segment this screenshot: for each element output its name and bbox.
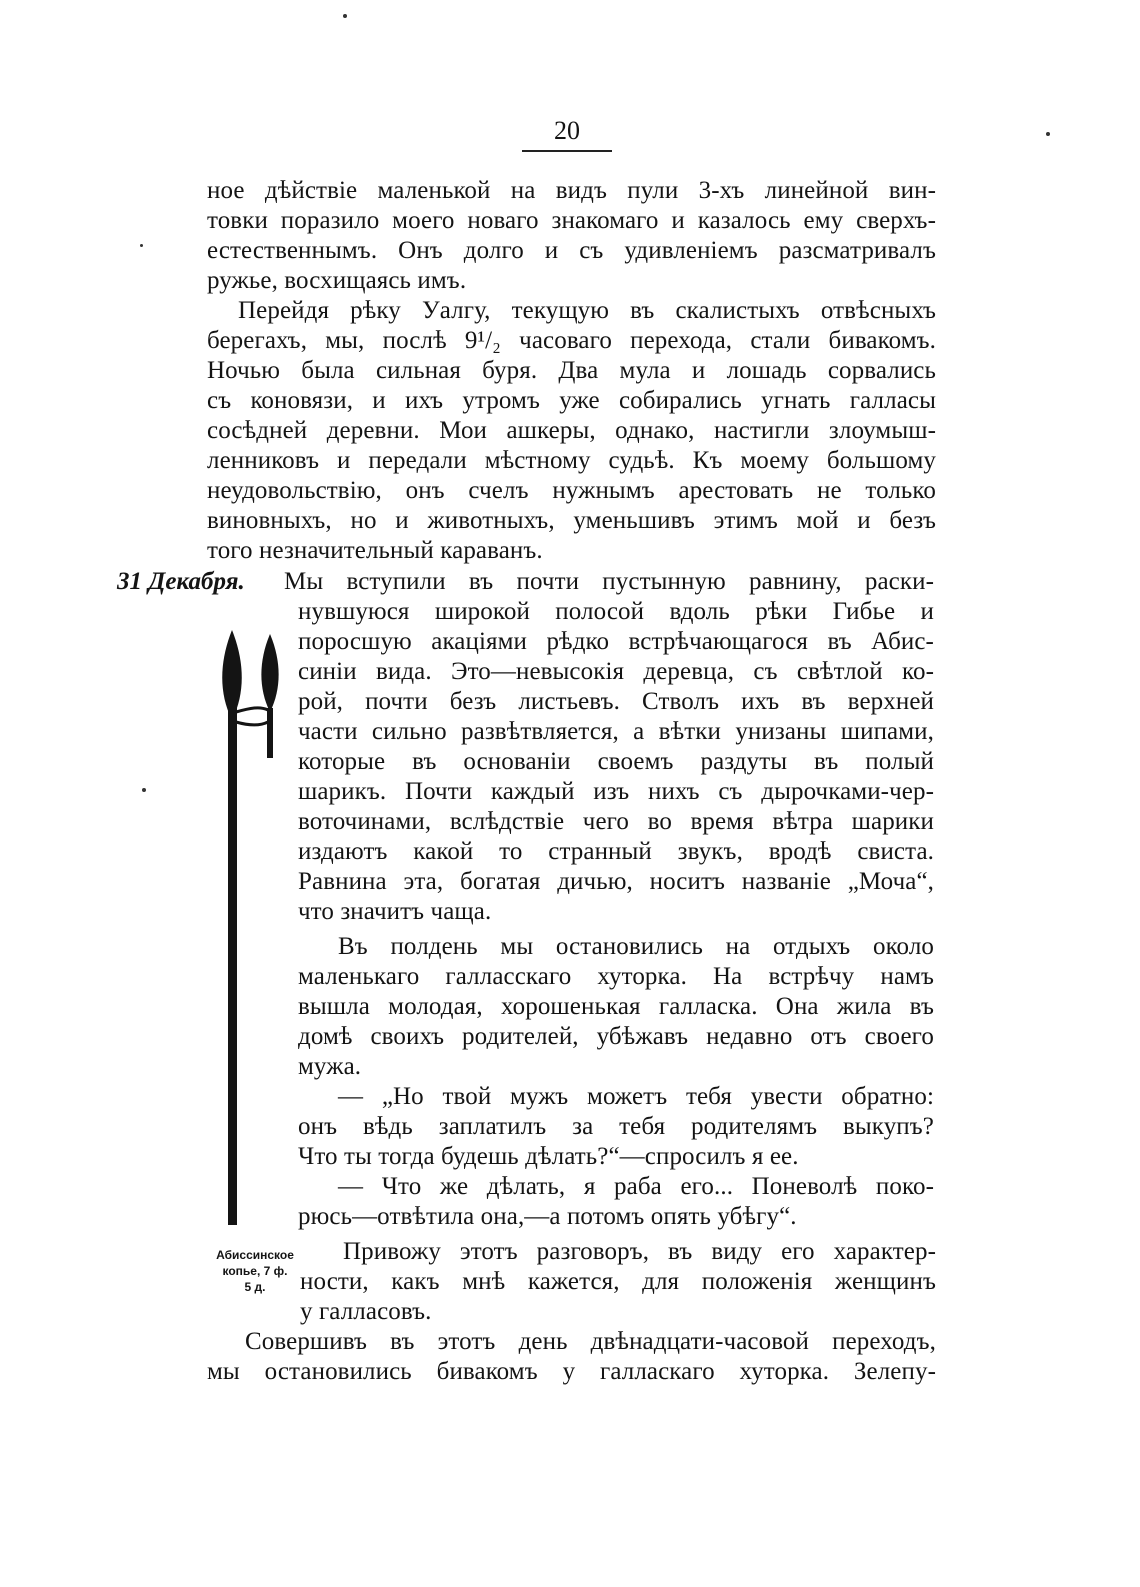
text-line: неудовольствію, онъ счелъ нужнымъ арестовать не только [207,477,936,504]
figure-caption-line: 5 д. [244,1280,266,1294]
text-line: Мы вступили въ почти пустынную равнину, раски- [284,568,934,595]
text-line: мы остановились бивакомъ у галласкаго хуторка. Зелепу- [207,1358,936,1385]
date-marginal-label: 31 Декабря. [117,568,245,595]
text-line: поросшую акаціями рѣдко встрѣчающагося въ Абис- [298,628,934,655]
scan-speck [1046,132,1050,136]
text-line: ности, какъ мнѣ кажется, для положенія женщинъ [300,1268,936,1295]
text-line: съ коновязи, и ихъ утромъ уже собирались угнать галласы [207,387,936,414]
text-line: синіи вида. Это—невысокія деревца, съ свѣтлой ко- [298,658,934,685]
abyssinian-spear-illustration [210,630,290,1230]
spear-binding-cord [236,708,268,712]
text-line: онъ вѣдь заплатилъ за тебя родителямъ выкупъ? [298,1113,934,1140]
text-line: — Что же дѣлать, я раба его... Поневолѣ поко- [338,1173,934,1200]
page-number-rule [522,150,612,152]
text-line: ное дѣйствіе маленькой на видъ пули 3-хъ линейной вин- [207,177,936,204]
text-line: естественнымъ. Онъ долго и съ удивленіемъ разсматривалъ [207,237,936,264]
text-line: части сильно развѣтвляется, а вѣтки унизаны шипами, [298,718,934,745]
text-line: рой, почти безъ листьевъ. Стволъ ихъ въ верхней [298,688,934,715]
text-line: издаютъ какой то странный звукъ, вродѣ свиста. [298,838,934,865]
text-line: у галласовъ. [300,1298,432,1325]
spear-second-blade [261,634,278,712]
text-line: домѣ своихъ родителей, убѣжавъ недавно отъ своего [298,1023,934,1050]
text-line: воточинами, вслѣдствіе чего во время вѣтра шарики [298,808,934,835]
text-line: Совершивъ въ этотъ день двѣнадцати-часовой переходъ, [245,1328,936,1355]
text-line: Въ полдень мы остановились на отдыхъ около [338,933,934,960]
text-line: вышла молодая, хорошенькая галласка. Она жила въ [298,993,934,1020]
figure-caption-line: копье, 7 ф. [222,1264,288,1278]
text-line: ружье, восхищаясь имъ. [207,267,467,294]
spear-blade [222,630,242,720]
text-line: Перейдя рѣку Уалгу, текущую въ скалистыхъ отвѣсныхъ [238,297,936,324]
text-line: ленниковъ и передали мѣстному судьѣ. Къ моему большому [207,447,936,474]
text-line: Привожу этотъ разговоръ, въ виду его характер- [343,1238,936,1265]
text-line: — „Но твой мужъ можетъ тебя увести обратно: [338,1083,934,1110]
text-line: шарикъ. Почти каждый изъ нихъ съ дырочками-чер- [298,778,934,805]
text-line: сосѣдней деревни. Мои ашкеры, однако, настигли злоумыш- [207,417,936,444]
text-line: нувшуюся широкой полосой вдоль рѣки Гибье и [298,598,934,625]
text-line: которые въ основаніи своемъ раздуты въ полый [298,748,934,775]
text-line: того незначительный караванъ. [207,537,543,564]
text-line: Равнина эта, богатая дичью, носитъ названіе „Моча“, [298,868,934,895]
text-line: маленькаго галласскаго хуторка. На встрѣчу намъ [298,963,934,990]
scan-speck [343,14,347,18]
text-line: товки поразило моего новаго знакомаго и казалось ему сверхъ- [207,207,936,234]
text-line: рюсь—отвѣтила она,—а потомъ опять убѣгу“. [298,1203,797,1230]
text-line: виновныхъ, но и животныхъ, уменьшивъ этимъ мой и безъ [207,507,936,534]
text-line: мужа. [298,1053,362,1080]
spear-second-stem [267,708,273,758]
figure-caption-line: Абиссинское [216,1248,294,1262]
text-line: что значитъ чаща. [298,898,492,925]
spear-binding-cord [236,722,268,725]
page-number: 20 [554,116,580,145]
spear-shaft [228,685,237,1225]
text-line: берегахъ, мы, послѣ 9¹/₂ часоваго перехода, стали бивакомъ. [207,327,936,354]
scan-speck [142,788,146,792]
scan-speck [140,244,143,247]
text-line: Ночью была сильная буря. Два мула и лошадь сорвались [207,357,936,384]
text-line: Что ты тогда будешь дѣлать?“—спросилъ я ее. [298,1143,799,1170]
